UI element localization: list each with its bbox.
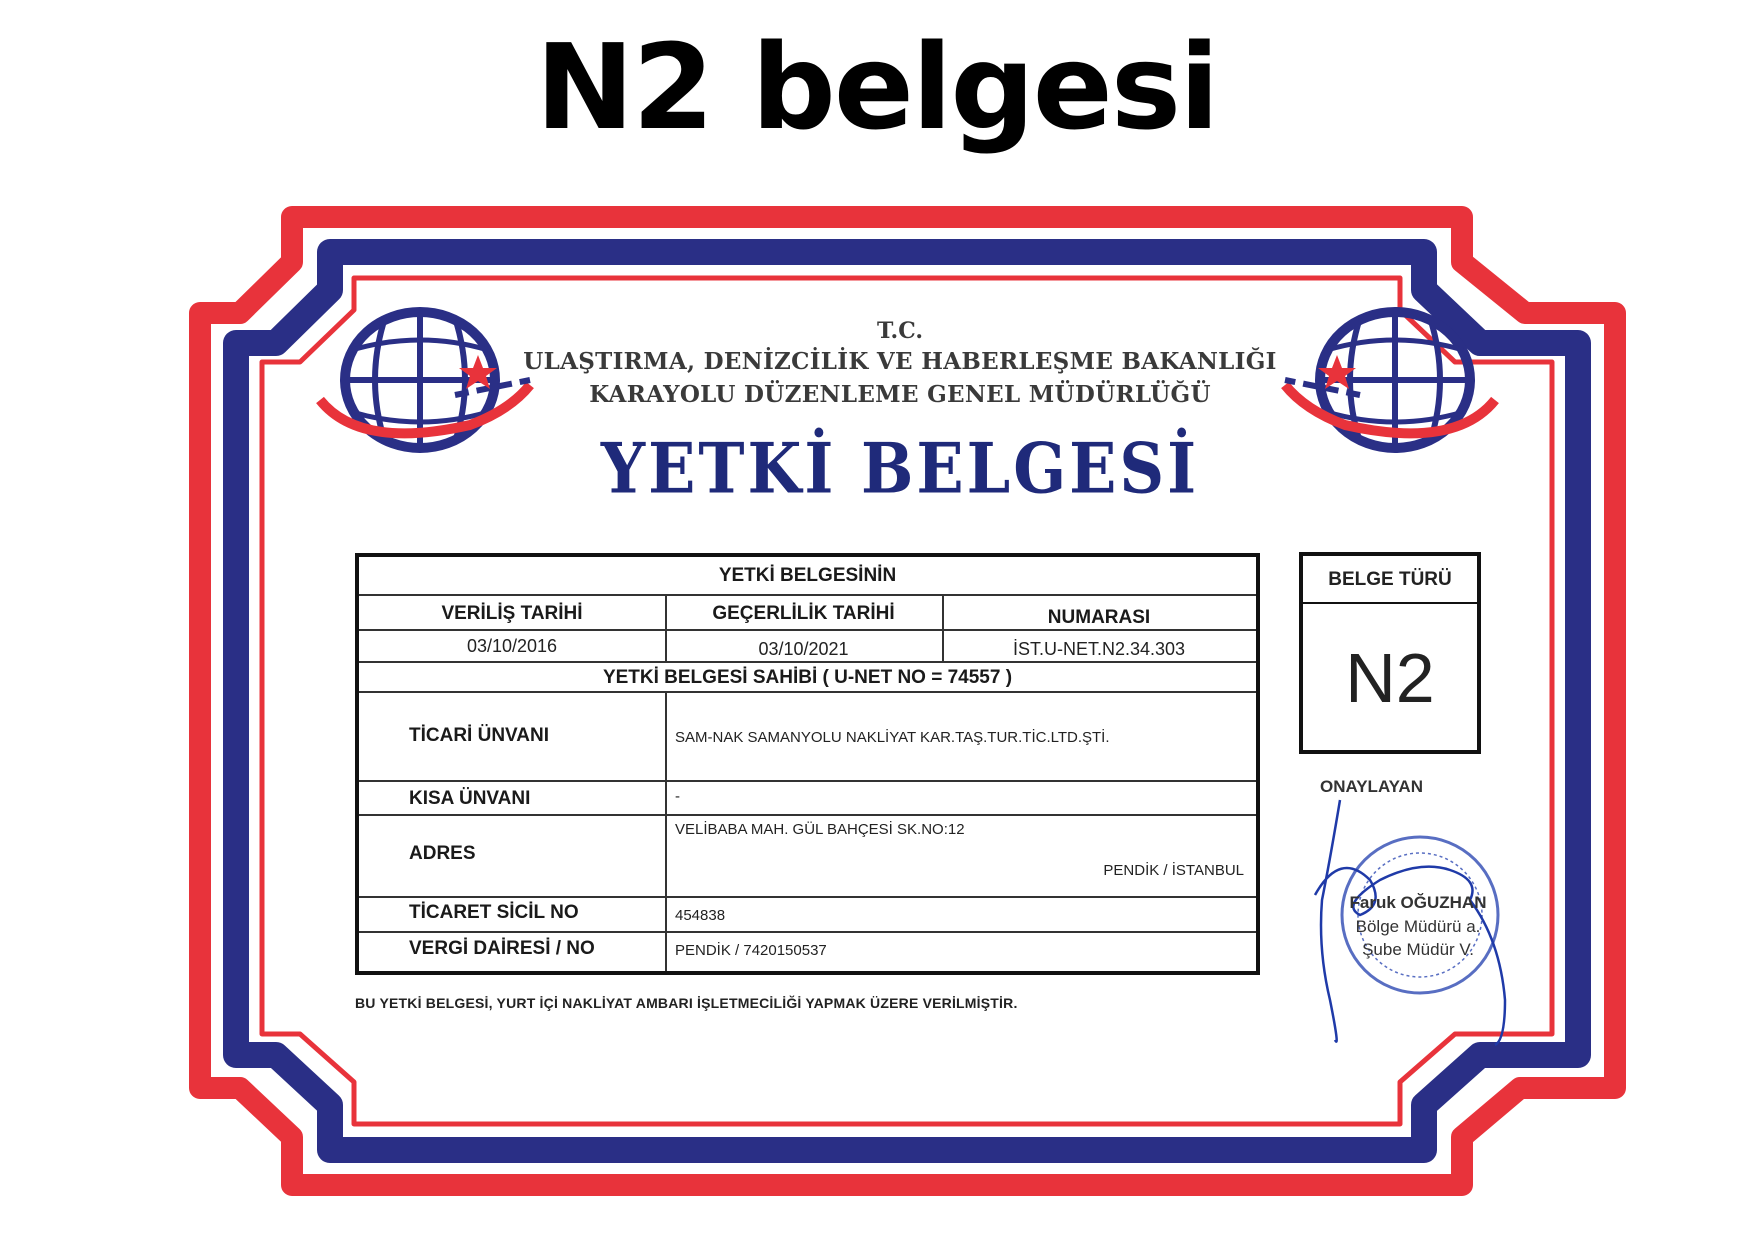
value-tax-office: PENDİK / 7420150537 <box>675 942 827 959</box>
header-tc: T.C. <box>877 318 923 344</box>
approver-label: ONAYLAYAN <box>1320 777 1423 796</box>
value-short-name: - <box>675 788 680 805</box>
page-title: N2 belgesi <box>535 18 1218 156</box>
value-trade-registry: 454838 <box>675 907 726 924</box>
value-address-line2: PENDİK / İSTANBUL <box>1103 862 1244 879</box>
ministry-logo-left <box>320 312 530 448</box>
value-address-line1: VELİBABA MAH. GÜL BAHÇESİ SK.NO:12 <box>675 821 965 838</box>
document-type-label: BELGE TÜRÜ <box>1303 556 1477 604</box>
permit-info-table <box>355 553 1260 975</box>
approver-title-2: Şube Müdür V. <box>1362 940 1474 959</box>
validity-date-value: 03/10/2021 <box>758 639 849 659</box>
label-trade-name: TİCARİ ÜNVANI <box>409 725 550 746</box>
permit-number-value: İST.U-NET.N2.34.303 <box>1012 639 1186 659</box>
header-ministry: ULAŞTIRMA, DENİZCİLİK VE HABERLEŞME BAKANLIĞI <box>523 348 1277 375</box>
label-tax-office: VERGİ DAİRESİ / NO <box>409 938 595 959</box>
label-short-name: KISA ÜNVANI <box>409 788 531 809</box>
owner-title: YETKİ BELGESİ SAHİBİ ( U-NET NO = 74557 ) <box>602 667 1013 688</box>
official-stamp <box>1342 837 1498 993</box>
header-directorate: KARAYOLU DÜZENLEME GENEL MÜDÜRLÜĞÜ <box>589 381 1211 408</box>
document-title: YETKİ BELGESİ <box>600 427 1200 510</box>
approver-title-1: Bölge Müdürü a. <box>1355 917 1481 936</box>
footer-note: BU YETKİ BELGESİ, YURT İÇİ NAKLİYAT AMBARI İŞLETMECİLİĞİ YAPMAK ÜZERE VERİLMİŞTİR. <box>355 995 1018 1011</box>
value-trade-name: SAM-NAK SAMANYOLU NAKLİYAT KAR.TAŞ.TUR.TİC.LTD.ŞTİ. <box>675 729 1110 746</box>
approver-name: Faruk OĞUZHAN <box>1349 893 1487 912</box>
col-header-validity-date: GEÇERLİLİK TARİHİ <box>712 603 895 624</box>
label-trade-registry: TİCARET SİCİL NO <box>409 902 579 923</box>
col-header-issue-date: VERİLİŞ TARİHİ <box>441 603 583 624</box>
document-type-box <box>1299 552 1481 754</box>
section-title: YETKİ BELGESİNİN <box>718 565 897 586</box>
label-address: ADRES <box>409 843 476 864</box>
issue-date-value: 03/10/2016 <box>466 636 558 656</box>
col-header-number: NUMARASI <box>1047 607 1151 628</box>
document-type-value: N2 <box>1345 639 1435 717</box>
